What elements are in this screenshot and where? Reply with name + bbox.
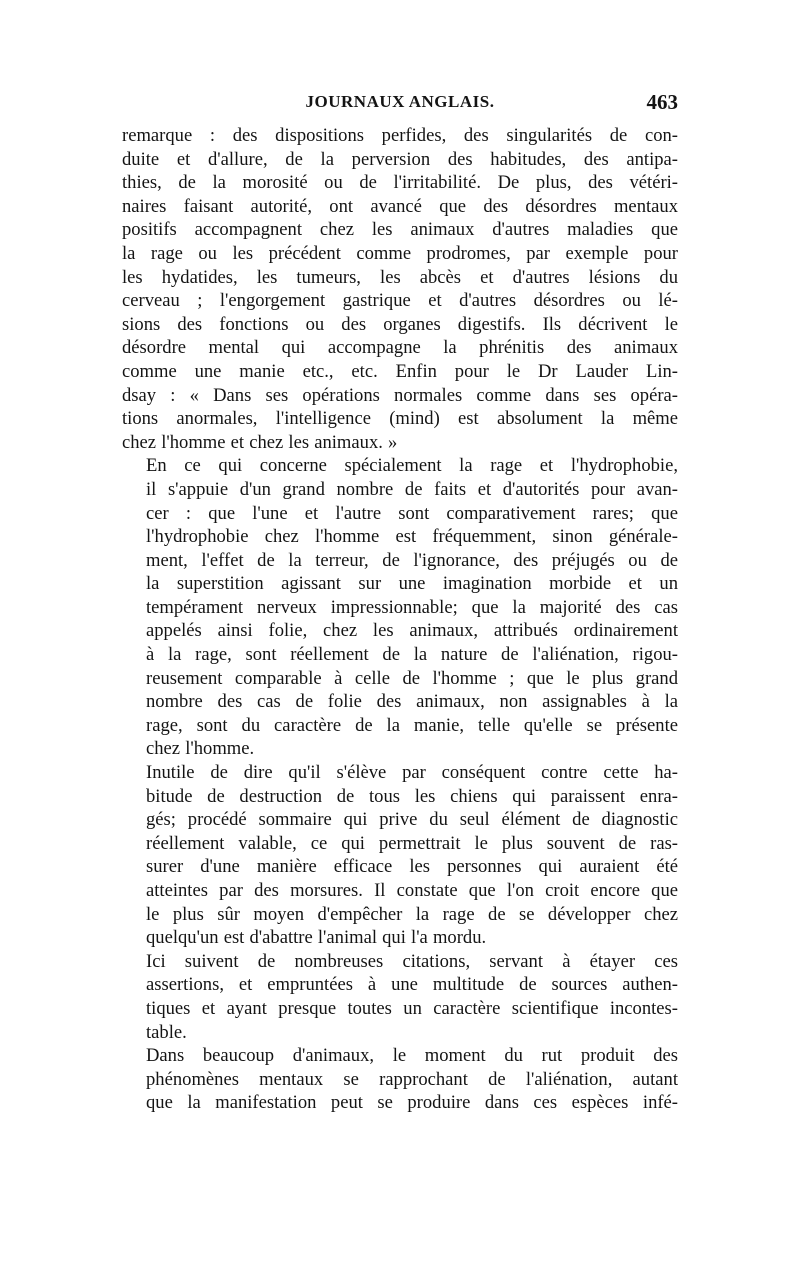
text-line: En ce qui concerne spécialement la rage et l'hydrophobie, (146, 455, 678, 477)
text-line: tions anormales, l'intelligence (mind) est absolument la même (122, 408, 678, 430)
text-line: chez l'homme. (146, 738, 255, 760)
text-line: gés; procédé sommaire qui prive du seul élément de diagnostic (146, 809, 678, 831)
paragraph (122, 124, 678, 454)
text-line: tiques et ayant presque toutes un caractère scientifique incontes- (146, 997, 678, 1019)
text-line: cer : que l'une et l'autre sont comparativement rares; que (146, 502, 678, 524)
text-line: bitude de destruction de tous les chiens qui paraissent enra- (146, 785, 678, 807)
page-number: 463 (646, 90, 678, 114)
running-header (122, 92, 678, 120)
paragraph (122, 454, 678, 761)
text-line: dsay : « Dans ses opérations normales comme dans ses opéra- (122, 384, 678, 406)
text-line: que la manifestation peut se produire dans ces espèces infé- (146, 1092, 678, 1114)
text-line: Dans beaucoup d'animaux, le moment du rut produit des (146, 1045, 678, 1067)
text-line: il s'appuie d'un grand nombre de faits et d'autorités pour avan- (146, 478, 678, 500)
text-line: atteintes par des morsures. Il constate que l'on croit encore que (146, 880, 678, 901)
text-line: le plus sûr moyen d'empêcher la rage de se développer chez (146, 903, 678, 925)
text-line: Ici suivent de nombreuses citations, servant à étayer ces (146, 950, 678, 972)
text-line: Inutile de dire qu'il s'élève par conséquent contre cette ha- (146, 762, 678, 784)
text-line: thies, de la morosité ou de l'irritabilité. De plus, des vétéri- (122, 172, 678, 194)
text-line: la rage ou les précédent comme prodromes, par exemple pour (122, 242, 678, 264)
text-line: surer d'une manière efficace les personnes qui auraient été (146, 856, 678, 878)
text-line: rage, sont du caractère de la manie, telle qu'elle se présente (146, 714, 678, 736)
text-line: appelés ainsi folie, chez les animaux, attribués ordinairement (146, 620, 678, 642)
text-line: naires faisant autorité, ont avancé que des désordres mentaux (122, 195, 678, 217)
text-line: ment, l'effet de la terreur, de l'ignorance, des préjugés ou de (146, 549, 678, 571)
running-title: JOURNAUX ANGLAIS. (305, 92, 495, 111)
text-line: assertions, et empruntées à une multitude de sources authen- (146, 974, 678, 996)
text-line: duite et d'allure, de la perversion des habitudes, des antipa- (122, 148, 678, 170)
text-line: la superstition agissant sur une imagination morbide et un (146, 573, 678, 595)
text-line: chez l'homme et chez les animaux. » (122, 431, 398, 453)
paragraph (122, 950, 678, 1044)
paragraph (122, 761, 678, 950)
text-line: désordre mental qui accompagne la phrénitis des animaux (122, 337, 678, 359)
text-line: les hydatides, les tumeurs, les abcès et d'autres lésions du (122, 266, 678, 288)
text-line: reusement comparable à celle de l'homme ; que le plus grand (146, 667, 678, 689)
text-line: réellement valable, ce qui permettrait le plus souvent de ras- (146, 832, 678, 854)
text-line: phénomènes mentaux se rapprochant de l'aliénation, autant (146, 1068, 678, 1090)
text-line: cerveau ; l'engorgement gastrique et d'autres désordres ou lé- (122, 290, 678, 312)
text-line: remarque : des dispositions perfides, des singularités de con- (122, 125, 678, 146)
text-line: à la rage, sont réellement de la nature de l'aliénation, rigou- (146, 644, 678, 666)
text-line: table. (146, 1021, 187, 1043)
text-line: l'hydrophobie chez l'homme est fréquemment, sinon générale- (146, 526, 678, 548)
body-text (122, 124, 678, 1115)
text-line: comme une manie etc., etc. Enfin pour le Dr Lauder Lin- (122, 360, 678, 382)
text-line: quelqu'un est d'abattre l'animal qui l'a mordu. (146, 927, 487, 949)
text-line: positifs accompagnent chez les animaux d'autres maladies que (122, 219, 678, 241)
text-line: tempérament nerveux impressionnable; que la majorité des cas (146, 596, 678, 618)
text-line: nombre des cas de folie des animaux, non assignables à la (146, 691, 678, 713)
paragraph (122, 1044, 678, 1115)
text-line: sions des fonctions ou des organes digestifs. Ils décrivent le (122, 313, 678, 335)
